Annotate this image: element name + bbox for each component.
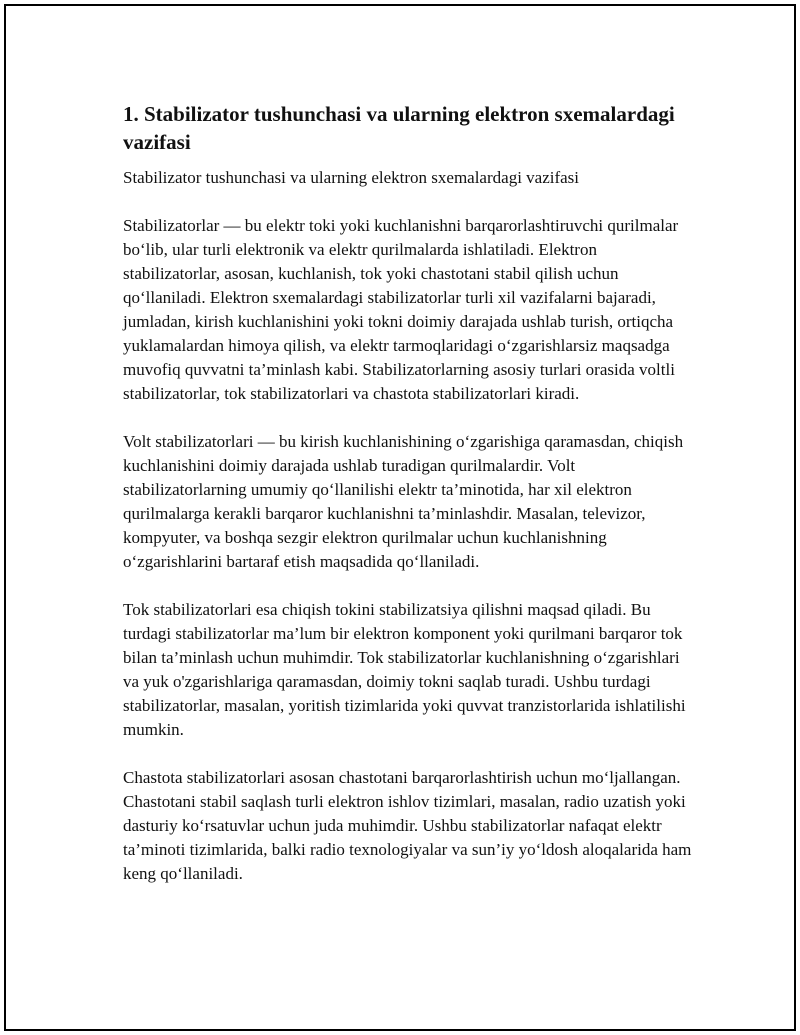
paragraph-current-stabilizers: Tok stabilizatorlari esa chiqish tokini stabilizatsiya qilishni maqsad qiladi. Bu turdagi stabilizatorlar ma’lum bir elektron komponent yoki qurilmani barqaror tok bilan ta’minlash uchun muhimdir. Tok stabilizatorlar kuchlanishning o‘zgarishlari va yuk o'zgarishlariga qaramasdan, doimiy tokni saqlab turadi. Ushbu turdagi stabilizatorlar, masalan, yoritish tizimlarida yoki quvvat tranzistorlarida ishlatilishi mumkin. (123, 600, 686, 739)
paragraph-volt-stabilizers: Volt stabilizatorlari — bu kirish kuchlanishining o‘zgarishiga qaramasdan, chiqish kuchlanishini doimiy darajada ushlab turadigan qurilmalardir. Volt stabilizatorlarning umumiy qo‘llanilishi elektr ta’minotida, har xil elektron qurilmalarga kerakli barqaror kuchlanishni ta’minlashdir. Masalan, televizor, kompyuter, va boshqa sezgir elektron qurilmalar uchun kuchlanishning o‘zgarishlarini bartaraf etish maqsadida qo‘llaniladi. (123, 432, 684, 571)
section-heading: 1. Stabilizator tushunchasi va ularning elektron sxemalardagi vazifasi (123, 102, 675, 154)
section-subtitle: Stabilizator tushunchasi va ularning elektron sxemalardagi vazifasi (123, 168, 580, 187)
document-body (123, 100, 693, 910)
paragraph-frequency-stabilizers: Chastota stabilizatorlari asosan chastotani barqarorlashtirish uchun mo‘ljallangan. Chastotani stabil saqlash turli elektron ishlov tizimlari, masalan, radio uzatish yoki dasturiy ko‘rsatuvlar uchun juda muhimdir. Ushbu stabilizatorlar nafaqat elektr ta’minoti tizimlarida, balki radio texnologiyalar va sun’iy yo‘ldosh aloqalarida ham keng qo‘llaniladi. (123, 768, 692, 883)
paragraph-intro: Stabilizatorlar — bu elektr toki yoki kuchlanishni barqarorlashtiruvchi qurilmalar bo‘lib, ular turli elektronik va elektr qurilmalarda ishlatiladi. Elektron stabilizatorlar, asosan, kuchlanish, tok yoki chastotani stabil qilish uchun qo‘llaniladi. Elektron sxemalardagi stabilizatorlar turli xil vazifalarni bajaradi, jumladan, kirish kuchlanishini yoki tokni doimiy darajada ushlab turish, ortiqcha yuklamalardan himoya qilish, va elektr tarmoqlaridagi o‘zgarishlarsiz maqsadga muvofiq quvvatni ta’minlash kabi. Stabilizatorlarning asosiy turlari orasida voltli stabilizatorlar, tok stabilizatorlari va chastota stabilizatorlari kiradi. (123, 216, 679, 403)
page-frame (4, 4, 796, 1031)
